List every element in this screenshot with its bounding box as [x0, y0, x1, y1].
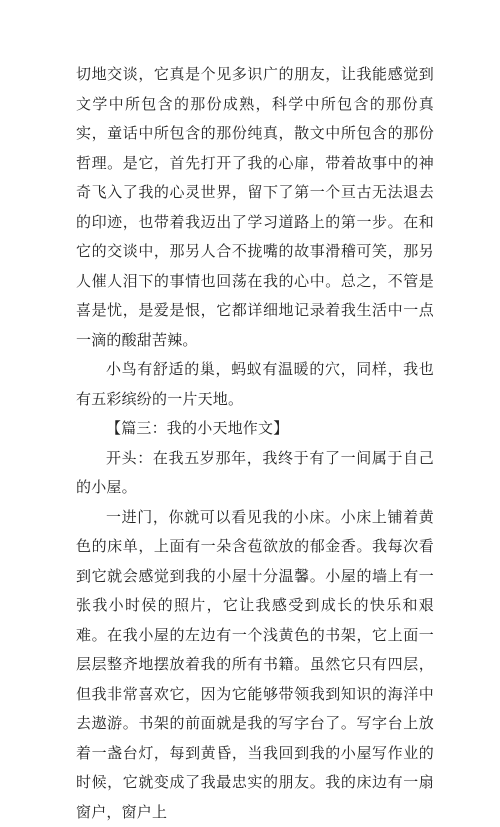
document-body [76, 60, 434, 827]
section-heading: 【篇三：我的小天地作文】 [76, 414, 434, 444]
paragraph-1: 切地交谈，它真是个见多识广的朋友，让我能感觉到文学中所包含的那份成熟，科学中所包含的那份真实，童话中所包含的那份纯真，散文中所包含的那份哲理。是它，首先打开了我的心扉，带着故事中的神奇飞入了我的心灵世界，留下了第一个亘古无法退去的印迹，也带着我迈出了学习道路上的第一步。在和它的交谈中，那另人合不拢嘴的故事滑稽可笑，那另人催人泪下的事情也回荡在我的心中。总之，不管是喜是忧，是爱是恨，它都详细地记录着我生活中一点一滴的酸甜苦辣。 [76, 60, 434, 355]
paragraph-2: 小鸟有舒适的巢，蚂蚁有温暖的穴，同样，我也有五彩缤纷的一片天地。 [76, 355, 434, 414]
paragraph-3: 开头：在我五岁那年，我终于有了一间属于自己的小屋。 [76, 444, 434, 503]
paragraph-4: 一进门，你就可以看见我的小床。小床上铺着黄色的床单，上面有一朵含苞欲放的郁金香。我每次看到它就会感觉到我的小屋十分温馨。小屋的墙上有一张我小时侯的照片，它让我感受到成长的快乐和艰难。在我小屋的左边有一个浅黄色的书架，它上面一层层整齐地摆放着我的所有书籍。虽然它只有四层，但我非常喜欢它，因为它能够带领我到知识的海洋中去遨游。书架的前面就是我的写字台了。写字台上放着一盏台灯，每到黄昏，当我回到我的小屋写作业的时候，它就变成了我最忠实的朋友。我的床边有一扇窗户，窗户上 [76, 503, 434, 827]
